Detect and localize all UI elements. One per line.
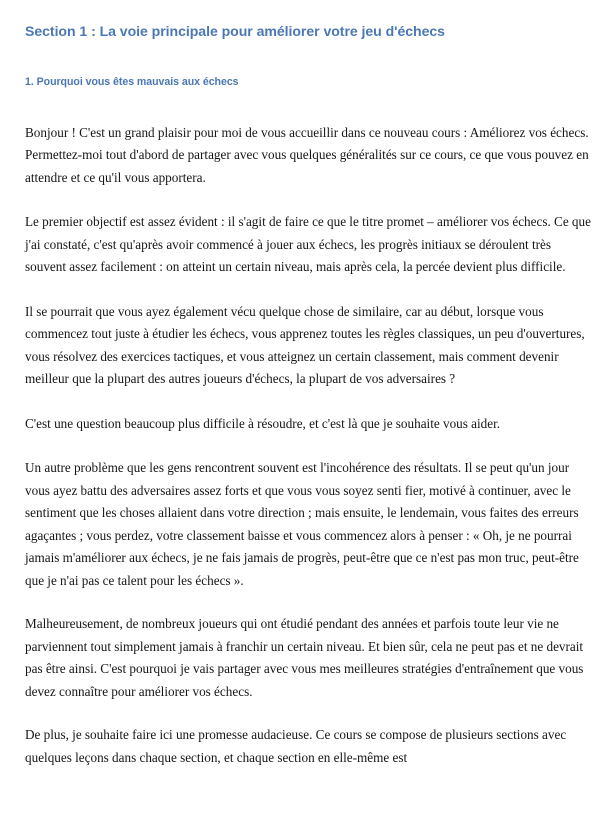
paragraph-spacer [25, 592, 591, 613]
paragraph: Le premier objectif est assez évident : il s'agit de faire ce que le titre promet – améliorer vos échecs. Ce que j'ai constaté, c'est qu'après avoir commencé à jouer aux échecs, les progrès initiaux se déroulent très souvent assez facilement : on atteint un certain niveau, mais après cela, la percée devient plus difficile. [25, 214, 591, 275]
paragraph: Un autre problème que les gens rencontrent souvent est l'incohérence des résultats. Il se peut qu'un jour vous ayez battu des adversaires assez forts et que vous vous soyez senti fier, motivé à continuer, avec le sentiment que les choses allaient dans votre direction ; mais ensuite, le lendemain, vous faites des erreurs agaçantes ; vous perdez, votre classement baisse et vous commencez alors à penser : « Oh, je ne pourrai jamais m'améliorer aux échecs, je ne fais jamais de progrès, peut-être que ce n'est pas mon truc, peut-être que je n'ai pas ce talent pour les échecs ». [25, 460, 579, 588]
paragraph: C'est une question beaucoup plus difficile à résoudre, et c'est là que je souhaite vous aider. [25, 415, 501, 431]
paragraph-spacer [25, 391, 591, 413]
paragraph-spacer [25, 703, 591, 724]
paragraph-spacer [25, 189, 591, 211]
paragraph: Malheureusement, de nombreux joueurs qui ont étudié pendant des années et parfois toute leur vie ne parviennent tout simplement jamais à franchir un certain niveau. Et bien sûr, cela ne peut pas et ne devrait pas être ainsi. C'est pourquoi je vais partager avec vous mes meilleures stratégies d'entraînement que vous devez connaître pour améliorer vos échecs. [25, 616, 584, 699]
paragraph-spacer [25, 279, 591, 301]
paragraph: Bonjour ! C'est un grand plaisir pour moi de vous accueillir dans ce nouveau cours : Améliorez vos échecs. Permettez-moi tout d'abord de partager avec vous quelques généralités sur ce cours, ce que vous pouvez en attendre et ce qu'il vous apportera. [25, 124, 589, 185]
paragraph: De plus, je souhaite faire ici une promesse audacieuse. Ce cours se compose de plusieurs sections avec quelques leçons dans chaque section, et chaque section en elle-même est [25, 727, 567, 765]
paragraph-spacer [25, 435, 591, 457]
document-body [25, 89, 591, 770]
page-title: Section 1 : La voie principale pour améliorer votre jeu d'échecs [25, 23, 445, 39]
paragraph: Il se pourrait que vous ayez également vécu quelque chose de similaire, car au début, lorsque vous commencez tout juste à étudier les échecs, vous apprenez toutes les règles classiques, un peu d'ouvertures, vous résolvez des exercices tactiques, et vous atteignez un certain classement, mais comment devenir meilleur que la plupart des autres joueurs d'échecs, la plupart de vos adversaires ? [25, 303, 585, 387]
section-subheading: 1. Pourquoi vous êtes mauvais aux échecs [25, 75, 239, 88]
